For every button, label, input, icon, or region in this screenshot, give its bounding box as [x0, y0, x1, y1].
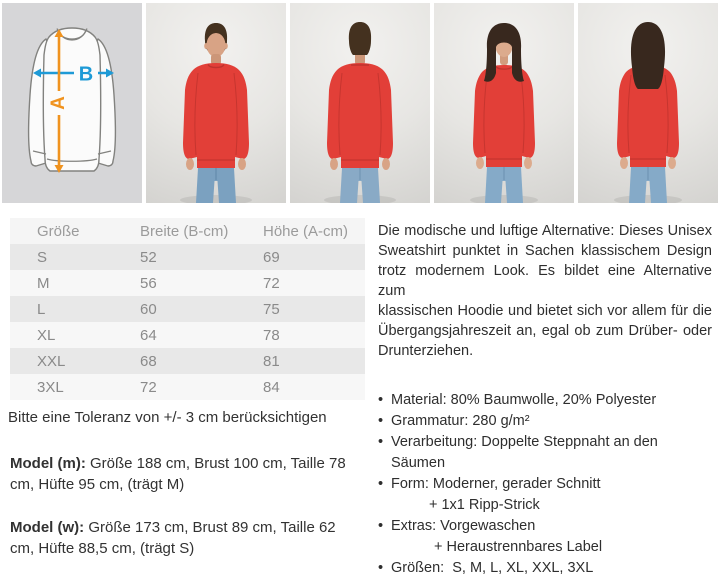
size-info-column	[0, 218, 365, 579]
bullet-icon: •	[378, 560, 384, 576]
tolerance-note: Bitte eine Toleranz von +/- 3 cm berücksichtigen	[8, 409, 327, 426]
feature-list	[378, 390, 712, 579]
table-row: XXL 68 81	[10, 348, 365, 374]
bullet-icon: •	[378, 476, 384, 492]
female-back-illustration	[578, 3, 718, 203]
size-table	[10, 218, 365, 400]
list-item: • Grammatur: 280 g/m²	[378, 411, 712, 432]
bullet-icon: •	[378, 518, 384, 534]
bullet-icon: •	[378, 413, 384, 429]
list-item: • Form: Moderner, gerader Schnitt	[378, 474, 712, 495]
col-hoehe: Höhe (A-cm)	[263, 222, 349, 240]
product-image-strip	[0, 0, 720, 203]
table-row: S 52 69	[10, 244, 365, 270]
list-item: • Größen: S, M, L, XL, XXL, 3XL	[378, 558, 712, 579]
product-description: Die modische und luftige Alternative: Dieses Unisex Sweatshirt punktet in Sachen klassischem Design trotz modernem Look. Es bildet eine Alternative zum klassischen Hoodie und bietet sich vor allem für die Übergangsjahreszeit an, egal ob zum Drüber- oder Drunterziehen.	[378, 223, 712, 359]
photo-model-female-back	[578, 3, 718, 203]
model-m-text: Größe 188 cm, Brust 100 cm, Taille 78 cm, Hüfte 95 cm, (trägt M)	[10, 455, 346, 493]
male-back-illustration	[290, 3, 430, 203]
col-breite: Breite (B-cm)	[140, 222, 229, 240]
product-details	[0, 218, 720, 579]
list-item-continuation: + Heraustrennbares Label	[434, 539, 603, 555]
photo-model-male-front	[146, 3, 286, 203]
size-diagram-image	[2, 3, 142, 203]
model-w-text: Größe 173 cm, Brust 89 cm, Taille 62 cm, Hüfte 88,5 cm, (trägt S)	[10, 519, 336, 557]
list-item-continuation: + 1x1 Ripp-Strick	[429, 497, 540, 513]
model-w-info	[10, 517, 360, 559]
label-a: A	[48, 96, 70, 110]
photo-model-female-front	[434, 3, 574, 203]
description-column	[378, 218, 712, 579]
model-w-label: Model (w):	[10, 519, 85, 536]
table-row: M 56 72	[10, 270, 365, 296]
male-front-illustration	[146, 3, 286, 203]
bullet-icon: •	[378, 392, 384, 408]
photo-model-male-back	[290, 3, 430, 203]
table-row: XL 64 78	[10, 322, 365, 348]
sweatshirt-measurement-diagram	[2, 3, 142, 203]
size-table-header	[10, 218, 365, 244]
table-row: 3XL 72 84	[10, 374, 365, 400]
female-front-illustration	[434, 3, 574, 203]
list-item: • Extras: Vorgewaschen	[378, 516, 712, 537]
list-item: • Verarbeitung: Doppelte Steppnaht an den Säumen	[378, 434, 662, 471]
list-item: • Material: 80% Baumwolle, 20% Polyester	[378, 390, 712, 411]
model-m-info	[10, 453, 360, 495]
table-row: L 60 75	[10, 296, 365, 322]
col-groesse: Größe	[37, 222, 80, 240]
label-b: B	[78, 63, 94, 86]
model-m-label: Model (m):	[10, 455, 86, 472]
bullet-icon: •	[378, 434, 384, 450]
